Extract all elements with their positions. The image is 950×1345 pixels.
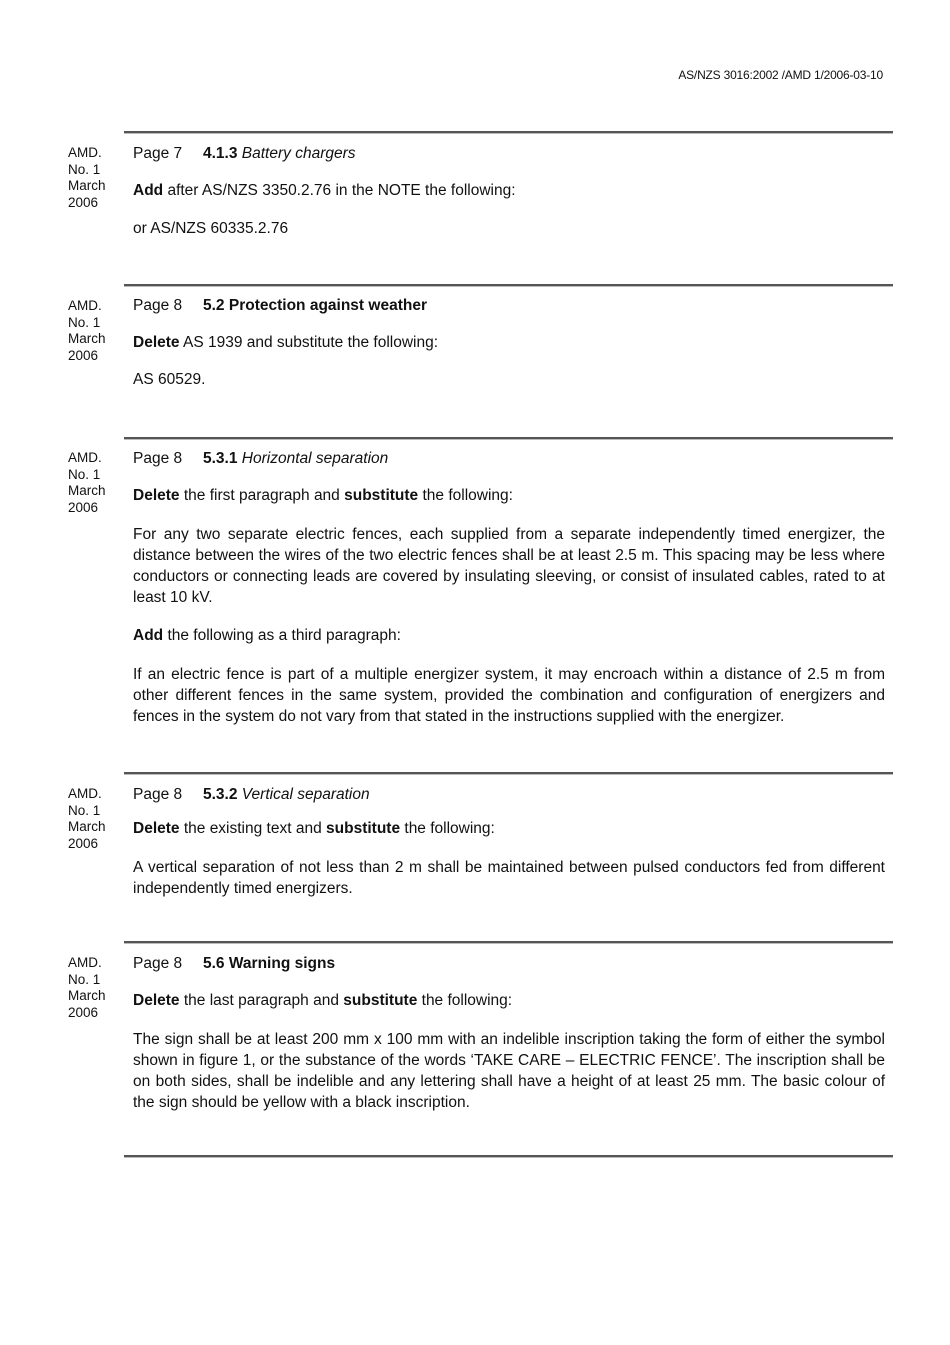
instruction-text: the following: xyxy=(417,992,513,1009)
clause-heading xyxy=(133,448,885,469)
amd-label: AMD. xyxy=(68,298,102,313)
instruction-text: the following: xyxy=(400,820,495,837)
document-reference: AS/NZS 3016:2002 /AMD 1/2006-03-10 xyxy=(678,68,883,82)
instruction-keyword: Delete xyxy=(133,334,180,351)
clause-title: Battery chargers xyxy=(241,145,356,162)
clause-number: 5.2 xyxy=(203,297,225,314)
instruction xyxy=(133,180,885,201)
page-ref: Page 8 xyxy=(133,786,183,803)
section-divider xyxy=(124,941,893,944)
section-divider xyxy=(124,131,893,134)
section-divider xyxy=(124,1155,893,1158)
amd-month: March xyxy=(68,483,106,498)
instruction-keyword: Delete xyxy=(133,820,180,837)
clause-number: 4.1.3 xyxy=(203,145,238,162)
section-divider xyxy=(124,437,893,440)
amendment-text: AS 60529. xyxy=(133,371,206,388)
clause-heading xyxy=(133,143,885,164)
page-ref: Page 8 xyxy=(133,297,183,314)
amendment-note xyxy=(68,786,106,852)
instruction-text: after AS/NZS 3350.2.76 in the NOTE the following: xyxy=(163,182,516,199)
amendment-text: A vertical separation of not less than 2 m shall be maintained between pulsed conductors fed from different independently timed energizers. xyxy=(133,859,885,897)
instruction xyxy=(133,990,885,1011)
clause-heading xyxy=(133,784,885,805)
amd-month: March xyxy=(68,331,106,346)
amendment-note xyxy=(68,298,106,364)
amendment-section xyxy=(133,448,885,727)
instruction-text: the following: xyxy=(418,487,513,504)
amd-year: 2006 xyxy=(68,835,99,851)
amendment-note xyxy=(68,955,106,1021)
amd-month: March xyxy=(68,819,106,834)
amd-label: AMD. xyxy=(68,786,102,801)
section-divider xyxy=(124,772,893,775)
amd-year: 2006 xyxy=(68,347,99,363)
instruction-text: the existing text and xyxy=(179,820,327,837)
instruction-keyword: Delete xyxy=(133,487,180,504)
instruction xyxy=(133,332,885,353)
amendment-section xyxy=(133,953,885,1113)
amd-number: No. 1 xyxy=(68,314,101,330)
amd-year: 2006 xyxy=(68,1004,99,1020)
instruction-keyword: substitute xyxy=(326,820,401,837)
page-ref: Page 8 xyxy=(133,955,183,972)
amd-year: 2006 xyxy=(68,194,99,210)
clause-number: 5.3.1 xyxy=(203,450,238,467)
clause-heading xyxy=(133,953,885,974)
amd-number: No. 1 xyxy=(68,802,101,818)
amd-label: AMD. xyxy=(68,450,102,465)
instruction-keyword: Add xyxy=(133,182,164,199)
instruction-text: the following as a third paragraph: xyxy=(163,627,401,644)
clause-number: 5.6 xyxy=(203,955,225,972)
amd-label: AMD. xyxy=(68,145,102,160)
instruction-keyword: substitute xyxy=(344,487,419,504)
amendment-section xyxy=(133,784,885,899)
amendment-text: If an electric fence is part of a multiple energizer system, it may encroach within a distance of 2.5 m from other different fences in the same system, provided the combination and configuration of energizers and fences in the system do not vary from that stated in the instructions supplied with the energizer. xyxy=(133,666,885,725)
instruction xyxy=(133,818,885,839)
amd-year: 2006 xyxy=(68,499,99,515)
amd-label: AMD. xyxy=(68,955,102,970)
amendment-note xyxy=(68,145,106,211)
instruction-text: the last paragraph and xyxy=(179,992,344,1009)
amendment-section xyxy=(133,295,885,390)
clause-heading xyxy=(133,295,885,316)
amd-number: No. 1 xyxy=(68,466,101,482)
amd-number: No. 1 xyxy=(68,971,101,987)
amendment-text: The sign shall be at least 200 mm x 100 mm with an indelible inscription taking the form of either the symbol shown in figure 1, or the substance of the words ‘TAKE CARE – ELECTRIC FENCE’. The inscription shall be on both sides, shall be indelible and any lettering shall have a height of at least 25 mm. The basic colour of the sign should be yellow with a black inscription. xyxy=(133,1031,885,1111)
clause-title: Horizontal separation xyxy=(241,450,389,467)
clause-title: Protection against weather xyxy=(228,297,427,314)
instruction-keyword: Add xyxy=(133,627,164,644)
instruction xyxy=(133,625,885,646)
instruction xyxy=(133,485,885,506)
section-divider xyxy=(124,284,893,287)
amendment-text: or AS/NZS 60335.2.76 xyxy=(133,220,289,237)
amendment-note xyxy=(68,450,106,516)
amendment-section xyxy=(133,143,885,239)
instruction-keyword: substitute xyxy=(343,992,418,1009)
clause-number: 5.3.2 xyxy=(203,786,238,803)
page-ref: Page 8 xyxy=(133,450,183,467)
instruction-keyword: Delete xyxy=(133,992,180,1009)
page-ref: Page 7 xyxy=(133,145,183,162)
clause-title: Warning signs xyxy=(228,955,336,972)
amd-number: No. 1 xyxy=(68,161,101,177)
clause-title: Vertical separation xyxy=(241,786,370,803)
amd-month: March xyxy=(68,178,106,193)
instruction-text: AS 1939 and substitute the following: xyxy=(179,334,439,351)
amd-month: March xyxy=(68,988,106,1003)
instruction-text: the first paragraph and xyxy=(179,487,345,504)
amendment-text: For any two separate electric fences, each supplied from a separate independently timed energizer, the distance between the wires of the two electric fences shall be at least 2.5 m. This spacing may be less where conductors or connecting leads are covered by insulating sleeving, or consist of insulated cables, rated to at least 10 kV. xyxy=(133,526,885,606)
